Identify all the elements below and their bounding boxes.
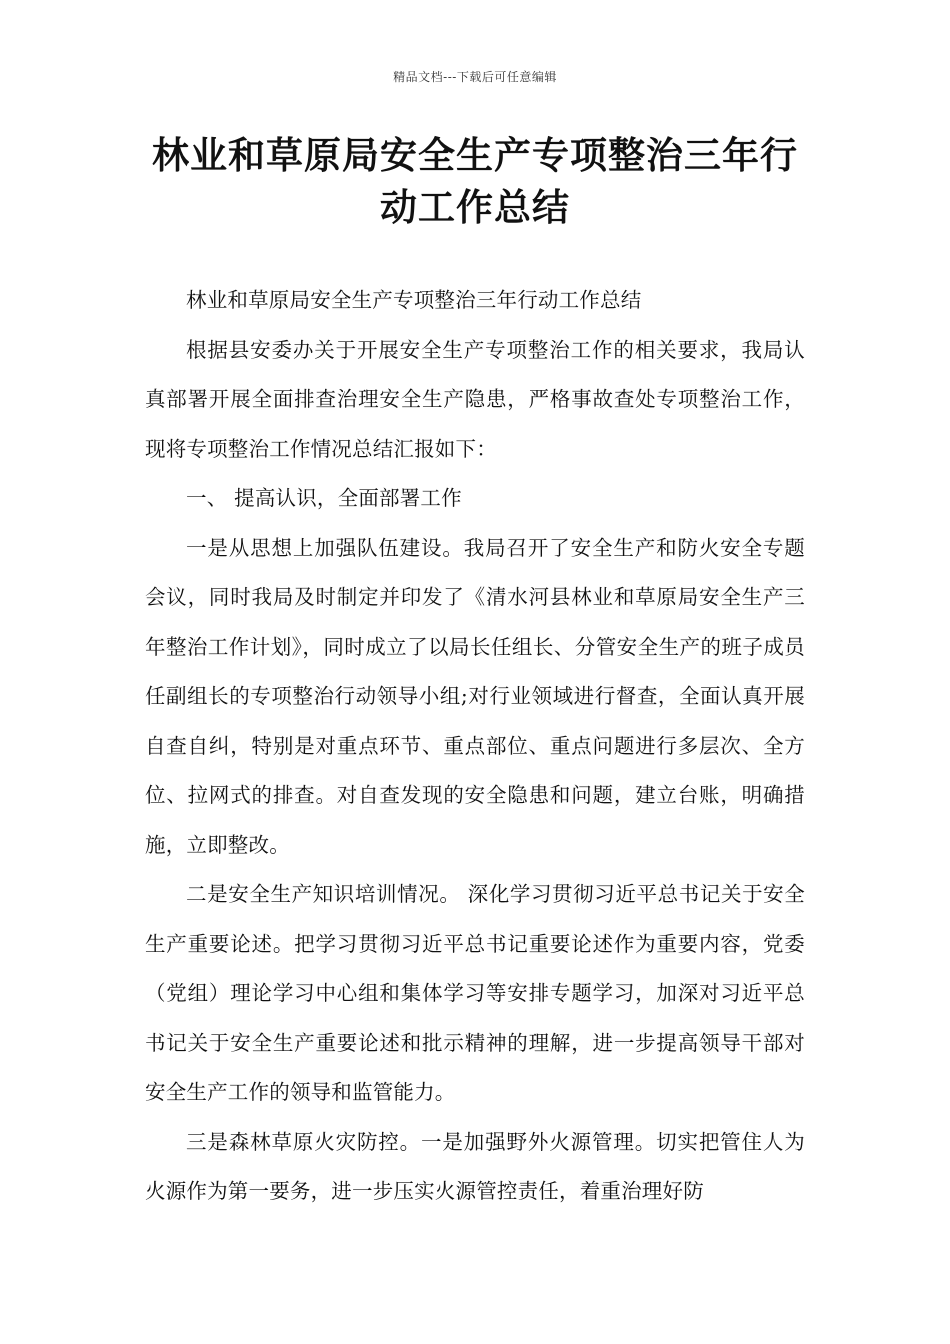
paragraph-intro: 根据县安委办关于开展安全生产专项整治工作的相关要求，我局认真部署开展全面排查治理安全生产隐患，严格事故查处专项整治工作，现将专项整治工作情况总结汇报如下： xyxy=(145,337,805,461)
section-heading-1: 一、 提高认识，全面部署工作 xyxy=(186,486,462,510)
document-body xyxy=(145,276,805,1217)
paragraph-point-2: 二是安全生产知识培训情况。 深化学习贯彻习近平总书记关于安全生产重要论述。把学习贯彻习近平总书记重要论述作为重要内容，党委（党组）理论学习中心组和集体学习等安排专题学习，加深对习近平总书记关于安全生产重要论述和批示精神的理解，进一步提高领导干部对安全生产工作的领导和监管能力。 xyxy=(145,882,805,1104)
document-title: 林业和草原局安全生产专项整治三年行动工作总结 xyxy=(152,134,798,229)
paragraph-point-1: 一是从思想上加强队伍建设。我局召开了安全生产和防火安全专题会议，同时我局及时制定并印发了《清水河县林业和草原局安全生产三年整治工作计划》，同时成立了以局长任组长、分管安全生产的班子成员任副组长的专项整治行动领导小组;对行业领域进行督查，全面认真开展自查自纠，特别是对重点环节、重点部位、重点问题进行多层次、全方位、拉网式的排查。对自查发现的安全隐患和问题，建立台账，明确措施，立即整改。 xyxy=(145,535,805,857)
header-note: 精品文档---下载后可任意编辑 xyxy=(393,70,557,84)
paragraph-subtitle: 林业和草原局安全生产专项整治三年行动工作总结 xyxy=(186,288,642,312)
paragraph-point-3: 三是森林草原火灾防控。一是加强野外火源管理。切实把管住人为火源作为第一要务，进一步压实火源管控责任，着重治理好防 xyxy=(145,1129,805,1203)
